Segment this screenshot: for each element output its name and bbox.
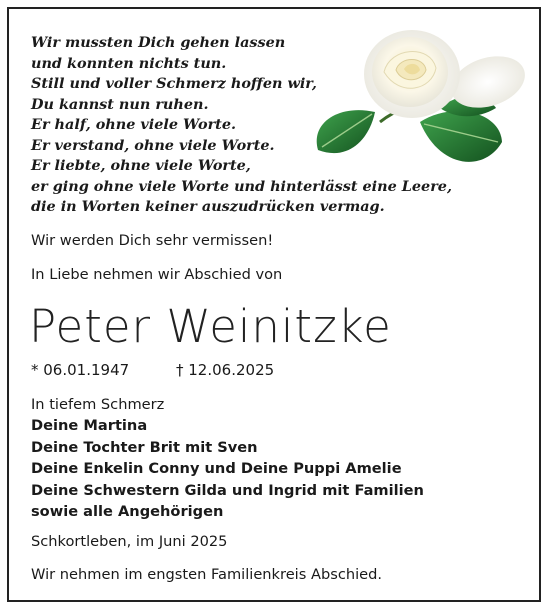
poem-line: Er half, ohne viele Worte. [31,116,236,133]
poem-line: die in Worten keiner auszudrücken vermag. [31,198,385,215]
poem-line: Er verstand, ohne viele Worte. [31,136,275,154]
mourners-list [31,415,424,523]
poem-line: und konnten nichts tun. [31,54,227,72]
mourner-entry: Deine Tochter Brit mit Sven [31,438,258,456]
grief-text: In tiefem Schmerz [31,396,165,413]
poem-line: Er liebte, ohne viele Worte, [31,157,251,174]
death-date: † 12.06.2025 [176,361,275,379]
mourner-entry: sowie alle Angehörigen [31,503,224,520]
farewell-text: Wir werden Dich sehr vermissen! [31,232,274,249]
mourner-entry: Deine Martina [31,417,148,434]
white-rose-image [300,12,532,177]
poem-line: er ging ohne viele Worte und hinterlässt eine Leere, [31,177,452,195]
intro-text: In Liebe nehmen wir Abschied von [31,266,283,283]
closing-text: Wir nehmen im engsten Familienkreis Abschied. [31,566,383,583]
poem-line: Still und voller Schmerz hoffen wir, [31,75,317,92]
place-date: Schkortleben, im Juni 2025 [31,533,228,550]
deceased-name: Peter Weinitzke [29,300,392,353]
poem-line: Du kannst nun ruhen. [31,95,209,113]
birth-date: * 06.01.1947 [31,361,130,379]
mourner-entry: Deine Enkelin Conny und Deine Puppi Amelie [31,460,402,477]
mourner-entry: Deine Schwestern Gilda und Ingrid mit Familien [31,481,424,499]
leaf-right [420,111,502,162]
poem-line: Wir mussten Dich gehen lassen [31,34,286,51]
